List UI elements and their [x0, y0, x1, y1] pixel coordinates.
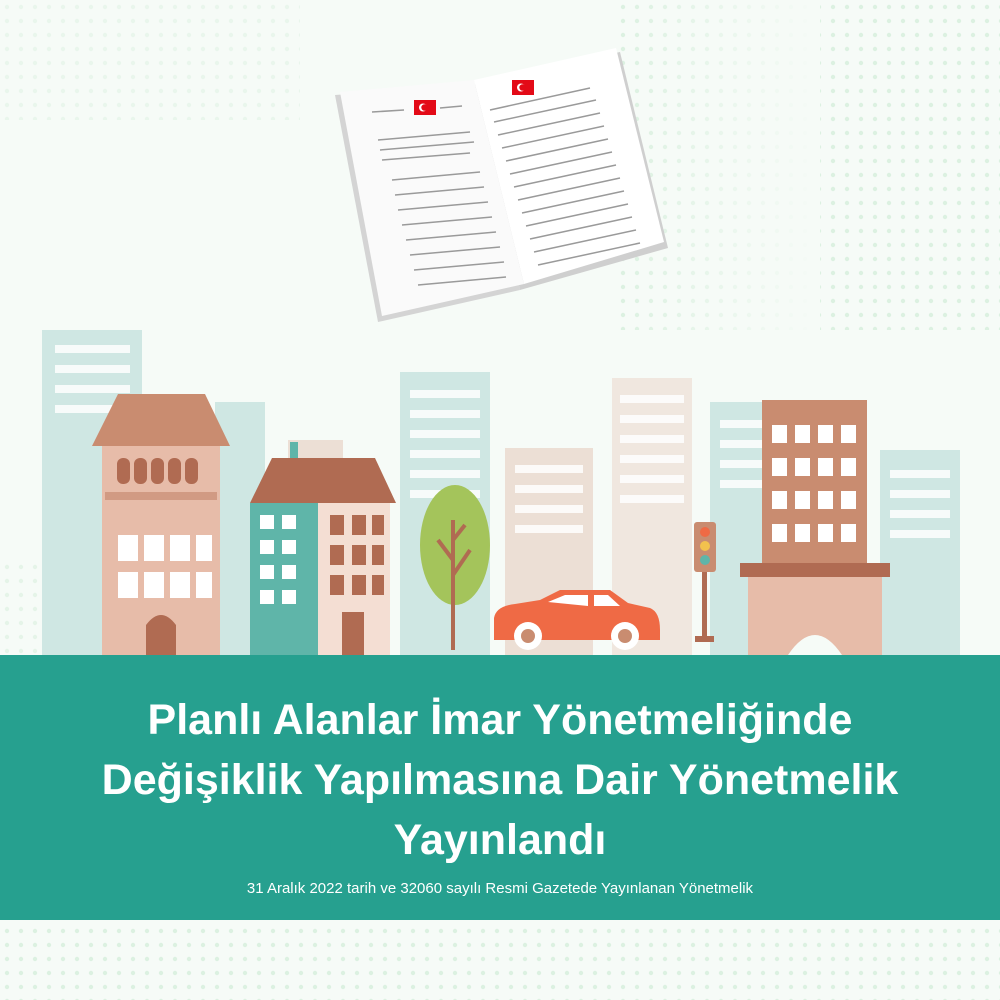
gazette-illustration — [335, 48, 668, 322]
turkish-flag-icon — [512, 80, 534, 95]
turkish-flag-icon — [414, 100, 436, 115]
building-right — [740, 400, 890, 655]
headline-line-2: Değişiklik Yapılmasına Dair Yönetmelik — [101, 756, 899, 804]
headline — [0, 655, 1000, 870]
building-left — [92, 394, 230, 655]
building-middle — [250, 440, 396, 655]
headline-line-3: Yayınlandı — [393, 816, 607, 864]
subtitle: 31 Aralık 2022 tarih ve 32060 sayılı Resmi Gazetede Yayınlanan Yönetmelik — [246, 880, 754, 897]
title-banner — [0, 655, 1000, 920]
headline-line-1: Planlı Alanlar İmar Yönetmeliğinde — [147, 696, 853, 744]
